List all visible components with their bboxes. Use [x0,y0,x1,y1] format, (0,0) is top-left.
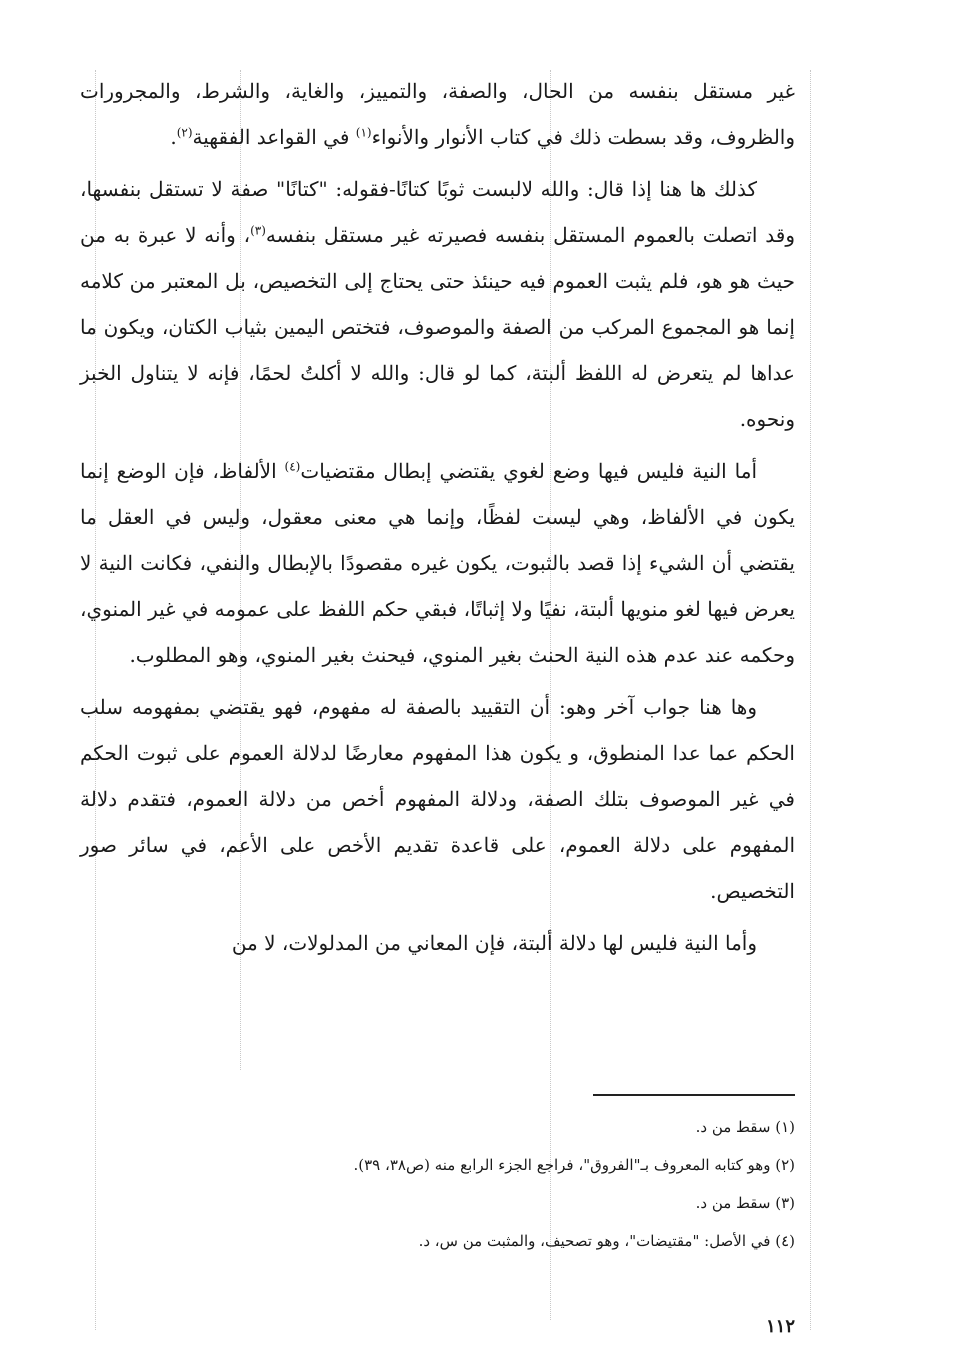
paragraph [80,68,795,160]
footnotes [200,1108,795,1260]
paragraph-text: أما النية فليس فيها وضع لغوي يقتضي إبطال مقتضيات [300,459,757,483]
paragraph-text: وأما النية فليس لها دلالة ألبتة، فإن المعاني من المدلولات، لا من [231,931,757,955]
page-number: ١١٢ [765,1316,795,1337]
footnote-separator [593,1094,795,1096]
footnote-1: (١) سقط من د. [695,1118,795,1136]
paragraph [80,166,795,442]
footnote-reference: (٤) [284,459,301,474]
footnote-reference: (٣) [250,223,266,238]
footnote-3: (٣) سقط من د. [695,1194,795,1212]
paragraph-text: ، وأنه لا عبرة به من حيث هو هو، فلم يثبت العموم فيه حينئذ حتى يحتاج إلى التخصيص، بل المعتبر من كلامه إنما هو المجموع المركب من الصفة والموصوف، فتختص اليمين بثياب الكتان، ويكون ما عداها لم يتعرض له اللفظ ألبتة، كما لو قال: والله لا أكلتُ لحمًا، فإنه لا يتناول الخبز ونحوه. [80,223,795,431]
footnote-reference: (٢) [176,125,193,140]
paragraph-text: وها هنا جواب آخر وهو: أن التقييد بالصفة له مفهوم، فهو يقتضي بمفهومه سلب الحكم عما عدا المنطوق، و يكون هذا المفهوم معارضًا لدلالة العموم على ثبوت الحكم في غير الموصوف بتلك الصفة، ودلالة المفهوم أخص من دلالة العموم، فتقدم دلالة المفهوم على دلالة العموم، على قاعدة تقديم الأخص على الأعم، في سائر صور التخصيص. [80,695,795,903]
footnote-2: (٢) وهو كتابه المعروف بـ"الفروق"، فراجع الجزء الرابع منه (ص٣٨، ٣٩). [353,1156,795,1174]
paragraph-text: في القواعد الفقهية [192,125,356,149]
main-text [80,68,795,972]
scan-dot-line [810,70,811,1330]
paragraph-text: . [170,125,177,149]
footnote-4: (٤) في الأصل: "مقتيضات"، وهو تصحيف، والمثبت من س، د. [418,1232,795,1250]
paragraph-text: غير مستقل بنفسه من الحال، والصفة، والتمييز، والغاية، والشرط، والمجرورات والظروف، وقد بسطت ذلك في كتاب الأنوار والأنواء [80,79,795,149]
paragraph [80,684,795,914]
paragraph [80,448,795,678]
paragraph-text: كذلك ها هنا إذا قال: والله لالبست ثوبًا كتانًا-فقوله: "كتانًا" صفة لا تستقل بنفسها، وقد اتصلت بالعموم المستقل بنفسه فصيرته غير مستقل بنفسه [80,177,795,247]
paragraph [80,920,795,966]
footnote-reference: (١) [355,125,372,140]
paragraph-text: الألفاظ، فإن الوضع إنما يكون في الألفاظ، وهي ليست لفظًا، وإنما هي معنى معقول، وليس في العقل ما يقتضي أن الشيء إذا قصد بالثبوت، يكون غيره مقصودًا بالإبطال والنفي، فكانت النية لا يعرض فيها لغو منويها ألبتة، نفيًا ولا إثباتًا، فبقي حكم اللفظ على عمومه في غير المنوي، وحكمه عند عدم هذه النية الحنث بغير المنوي، فيحنث بغير المنوي، وهو المطلوب. [80,459,795,667]
